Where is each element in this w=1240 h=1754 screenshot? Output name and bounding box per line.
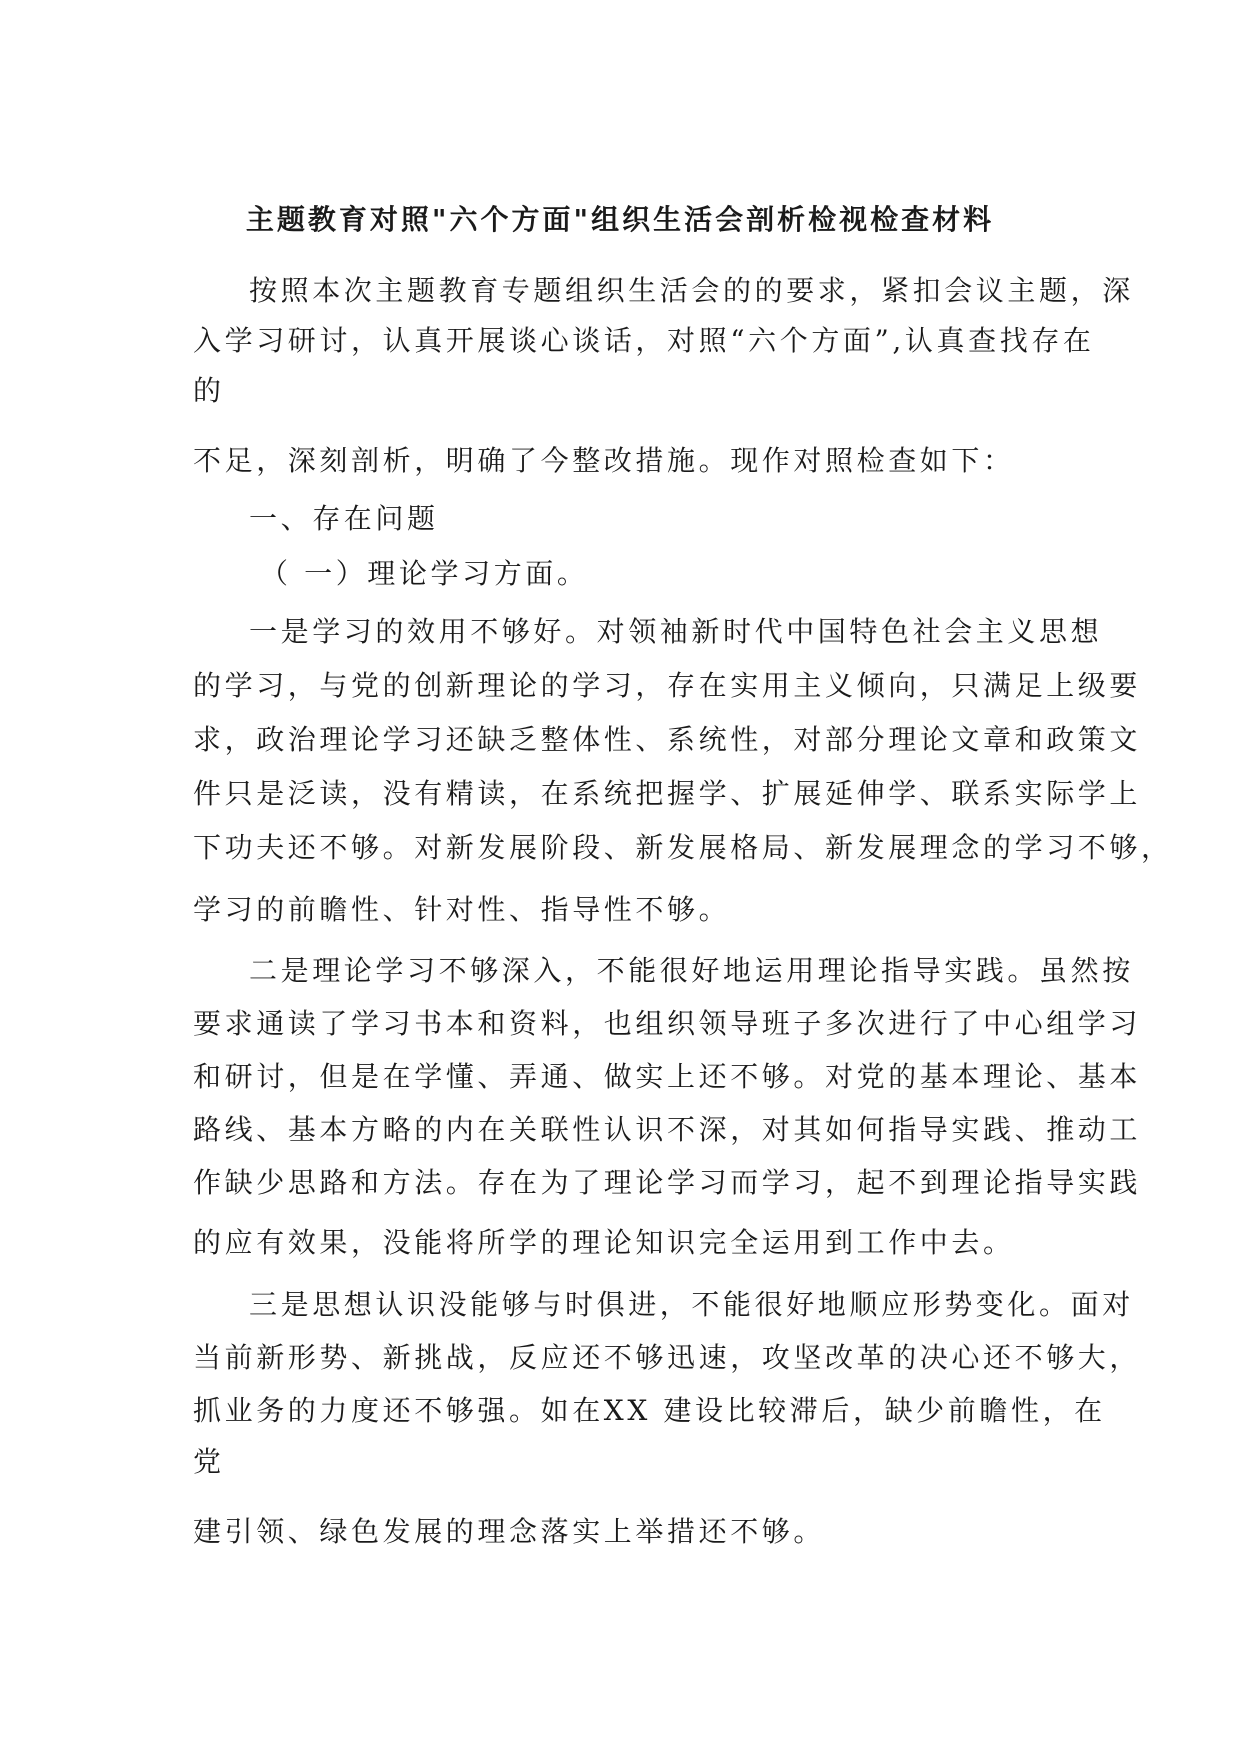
paragraph-line: 求，政治理论学习还缺乏整体性、系统性，对部分理论文章和政策文: [193, 723, 1142, 756]
paragraph-line: 按照本次主题教育专题组织生活会的的要求，紧扣会议主题，深: [249, 274, 1134, 307]
paragraph-line: 不足，深刻剖析，明确了今整改措施。现作对照检查如下：: [193, 444, 1015, 477]
paragraph-line: 件只是泛读，没有精读，在系统把握学、扩展延伸学、联系实际学上: [193, 777, 1142, 810]
paragraph-line: 入学习研讨，认真开展谈心谈话，对照“六个方面”,认真查找存在: [193, 324, 1095, 357]
paragraph-line: 和研讨，但是在学懂、弄通、做实上还不够。对党的基本理论、基本: [193, 1060, 1142, 1093]
section-heading: 一、存在问题: [249, 502, 439, 535]
paragraph-line: 一是学习的效用不够好。对领袖新时代中国特色社会主义思想: [249, 615, 1103, 648]
subsection-heading: （ 一）理论学习方面。: [260, 557, 589, 590]
paragraph-line: 党: [193, 1445, 225, 1478]
paragraph-line: 的应有效果，没能将所学的理论知识完全运用到工作中去。: [193, 1226, 1015, 1259]
paragraph-line: 二是理论学习不够深入，不能很好地运用理论指导实践。虽然按: [249, 954, 1134, 987]
paragraph-line: 抓业务的力度还不够强。如在XX 建设比较滞后，缺少前瞻性，在: [193, 1394, 1106, 1427]
paragraph-line: 的学习，与党的创新理论的学习，存在实用主义倾向，只满足上级要: [193, 669, 1142, 702]
paragraph-line: 建引领、绿色发展的理念落实上举措还不够。: [193, 1515, 826, 1548]
paragraph-line: 当前新形势、新挑战，反应还不够迅速，攻坚改革的决心还不够大，: [193, 1341, 1142, 1374]
document-title: 主题教育对照"六个方面"组织生活会剖析检视检查材料: [245, 203, 995, 236]
paragraph-line: 的: [193, 374, 225, 407]
paragraph-line: 路线、基本方略的内在关联性认识不深，对其如何指导实践、推动工: [193, 1113, 1142, 1146]
paragraph-line: 作缺少思路和方法。存在为了理论学习而学习，起不到理论指导实践: [193, 1166, 1142, 1199]
paragraph-line: 下功夫还不够。对新发展阶段、新发展格局、新发展理念的学习不够，: [193, 831, 1173, 864]
paragraph-line: 三是思想认识没能够与时俱进，不能很好地顺应形势变化。面对: [249, 1288, 1134, 1321]
paragraph-line: 学习的前瞻性、针对性、指导性不够。: [193, 893, 731, 926]
paragraph-line: 要求通读了学习书本和资料，也组织领导班子多次进行了中心组学习: [193, 1007, 1142, 1040]
